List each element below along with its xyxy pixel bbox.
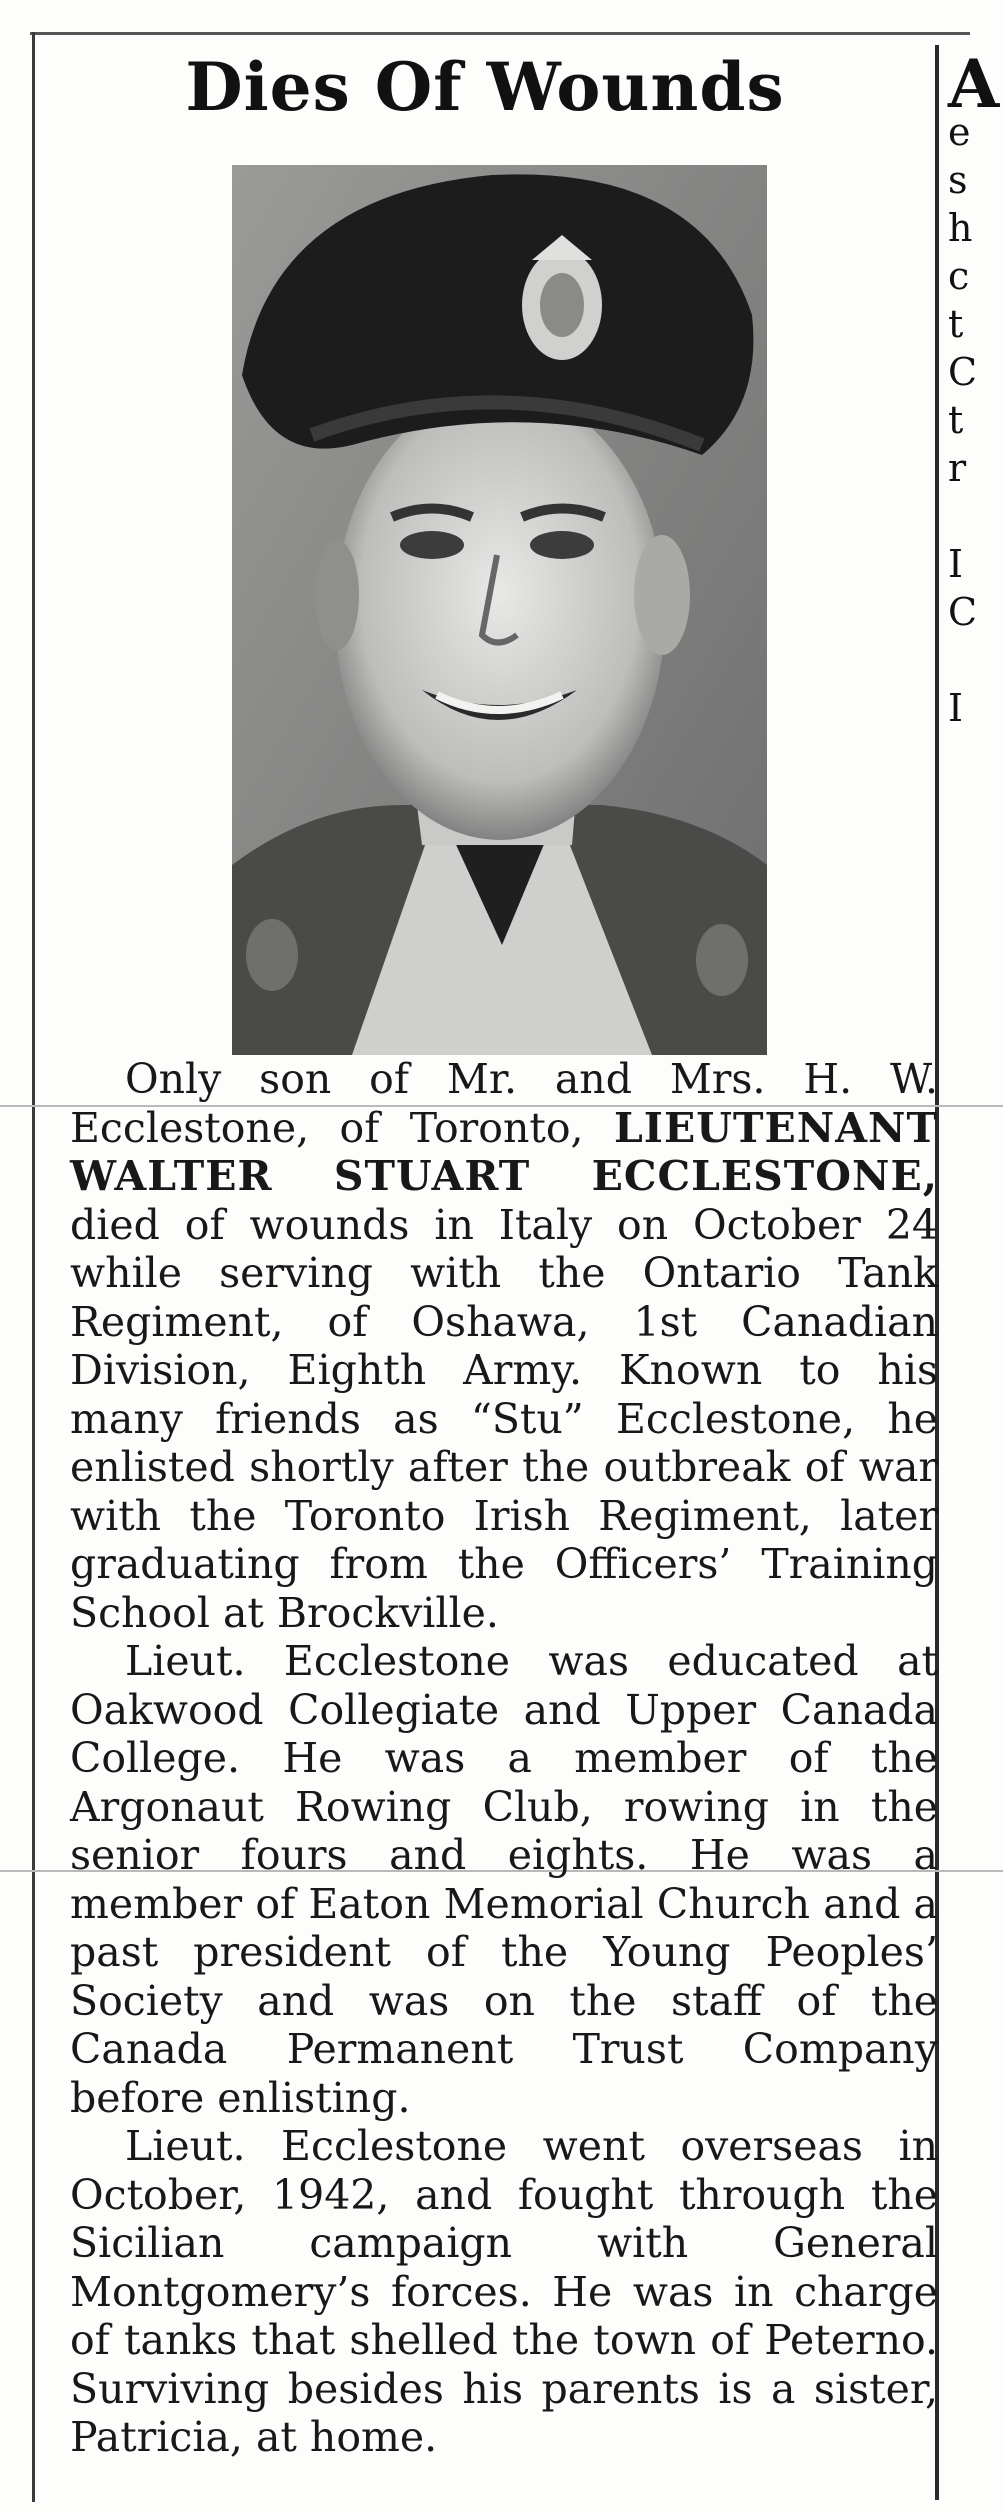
adjacent-letter: C [948,590,978,634]
adjacent-letter: r [948,446,967,490]
obituary-article [70,1055,938,2462]
soldier-name: LIEUTENANT WALTER STUART ECCLESTONE, [70,1103,938,1200]
headline: Dies Of Wounds [185,48,785,126]
paragraph-1-lead: Only son of Mr. and Mrs. H. W. Ecclestone, of Toronto, [70,1055,938,1152]
paragraph-1 [70,1055,938,1637]
paragraph-1-body: died of wounds in Italy on October 24 while serving with the Ontario Tank Regiment, of Oshawa, 1st Canadian Division, Eighth Army. Known to his many friends as “Stu” Ecclestone, he enlisted shortly after the outbreak of war with the Toronto Irish Regiment, later graduating from the Officers’ Training School at Brockville. [70,1200,938,1637]
adjacent-letter: e [948,110,971,154]
top-rule [30,32,970,35]
adjacent-letter: t [948,302,964,346]
soldier-photo [232,165,767,1055]
adjacent-letter: c [948,254,970,298]
adjacent-letter [948,492,978,540]
adjacent-letter: s [948,158,968,202]
adjacent-letter: h [948,206,973,250]
soldier-portrait-image [232,165,767,1055]
paragraph-2: Lieut. Ecclestone was educated at Oakwood Collegiate and Upper Canada College. He was a member of the Argonaut Rowing Club, rowing in the senior fours and eights. He was a member of Eaton Memorial Church and a past president of the Young Peoples’ Society and was on the staff of the Canada Permanent Trust Company before enlisting. [70,1637,938,2122]
adjacent-letter: C [948,350,978,394]
left-column-rule [32,32,35,2502]
adjacent-headline-fragment: A [948,45,1000,123]
adjacent-column-fragment [948,45,1000,732]
adjacent-letter: I [948,686,964,730]
adjacent-letter: I [948,542,964,586]
adjacent-letter: t [948,398,964,442]
adjacent-letter [948,636,978,684]
paragraph-3: Lieut. Ecclestone went overseas in October, 1942, and fought through the Sicilian campaign with General Montgomery’s forces. He was in charge of tanks that shelled the town of Peterno. Surviving besides his parents is a sister, Patricia, at home. [70,2122,938,2461]
